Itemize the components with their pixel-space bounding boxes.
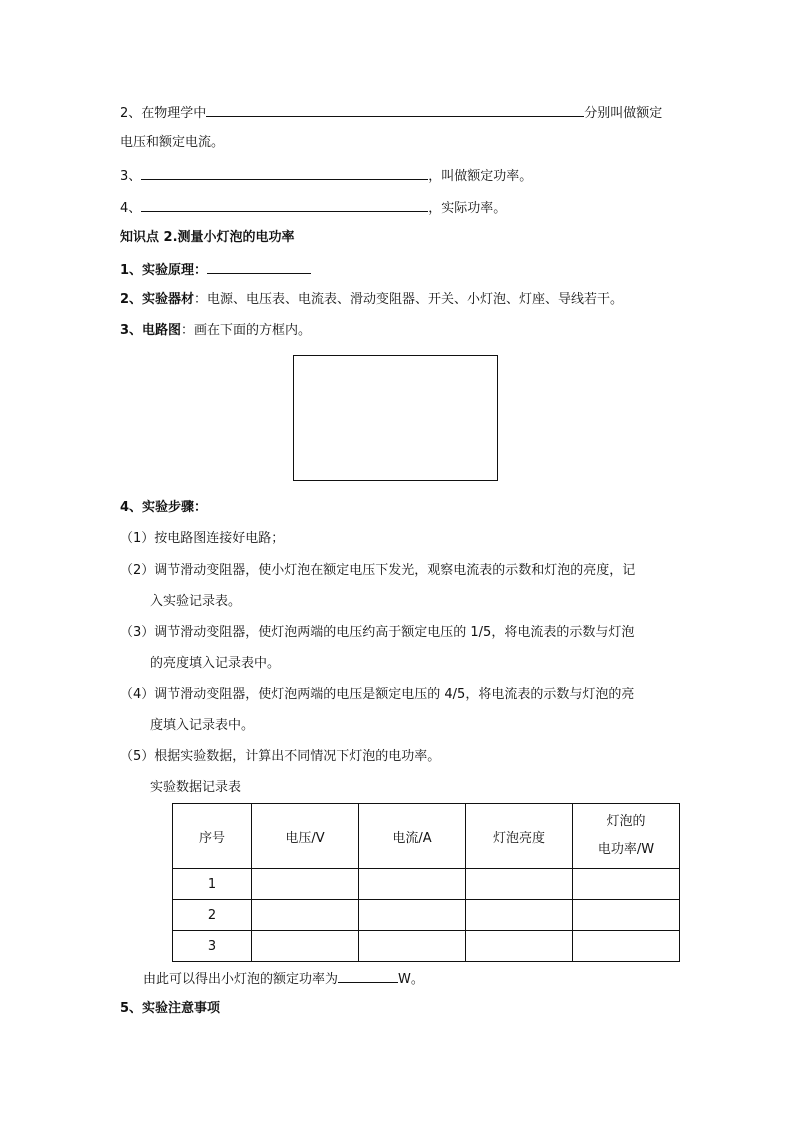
cell-power[interactable] — [573, 869, 680, 900]
step-1: （1）按电路图连接好电路； — [120, 531, 285, 546]
row-index: 3 — [173, 931, 252, 962]
step-4-line-2: 度填入记录表中。 — [150, 718, 255, 733]
q2-blank[interactable] — [206, 102, 584, 117]
cell-brightness[interactable] — [466, 931, 573, 962]
table-row — [173, 931, 680, 962]
step-2-line-2: 入实验记录表。 — [150, 594, 242, 609]
conclusion — [143, 968, 424, 990]
section-3 — [120, 321, 311, 341]
step-3-line-2: 的亮度填入记录表中。 — [150, 656, 281, 671]
step-3-line-1: （3）调节滑动变阻器，使灯泡两端的电压约高于额定电压的 1/5，将电流表的示数与灯泡 — [120, 625, 635, 640]
q2-suffix: 分别叫做额定 — [584, 106, 663, 121]
cell-voltage[interactable] — [252, 900, 359, 931]
question-2 — [120, 102, 662, 124]
table-row — [173, 869, 680, 900]
question-2-continued: 电压和额定电流。 — [120, 135, 225, 150]
cell-power[interactable] — [573, 931, 680, 962]
rated-power-blank[interactable] — [338, 968, 398, 983]
table-caption: 实验数据记录表 — [150, 780, 242, 795]
header-power-line-1: 灯泡的 — [606, 814, 646, 829]
section-3-label: 3、电路图 — [120, 323, 182, 338]
step-5: （5）根据实验数据，计算出不同情况下灯泡的电功率。 — [120, 749, 441, 764]
q4-blank[interactable] — [141, 197, 428, 212]
section-5: 5、实验注意事项 — [120, 1001, 221, 1016]
knowledge-point-2-title: 知识点 2.测量小灯泡的电功率 — [120, 230, 295, 245]
q3-suffix: ，叫做额定功率。 — [428, 169, 533, 184]
data-record-table — [172, 803, 680, 962]
header-voltage: 电压/V — [252, 804, 359, 869]
step-2-line-1: （2）调节滑动变阻器，使小灯泡在额定电压下发光，观察电流表的示数和灯泡的亮度，记 — [120, 563, 636, 578]
section-1 — [120, 259, 311, 281]
header-power — [573, 804, 680, 869]
conclusion-prefix: 由此可以得出小灯泡的额定功率为 — [143, 972, 339, 987]
section-2-text: ：电源、电压表、电流表、滑动变阻器、开关、小灯泡、灯座、导线若干。 — [194, 292, 624, 307]
section-2-label: 2、实验器材 — [120, 292, 195, 307]
row-index: 2 — [173, 900, 252, 931]
cell-current[interactable] — [359, 900, 466, 931]
cell-voltage[interactable] — [252, 869, 359, 900]
cell-current[interactable] — [359, 931, 466, 962]
section-1-label: 1、实验原理： — [120, 263, 208, 278]
header-current: 电流/A — [359, 804, 466, 869]
header-index: 序号 — [173, 804, 252, 869]
section-4: 4、实验步骤： — [120, 500, 208, 515]
table-header-row — [173, 804, 680, 869]
question-4 — [120, 197, 506, 219]
q3-prefix: 3、 — [120, 169, 142, 184]
q4-suffix: ，实际功率。 — [428, 201, 507, 216]
cell-brightness[interactable] — [466, 869, 573, 900]
row-index: 1 — [173, 869, 252, 900]
q4-prefix: 4、 — [120, 201, 142, 216]
principle-blank[interactable] — [207, 259, 311, 274]
cell-voltage[interactable] — [252, 931, 359, 962]
circuit-diagram-box[interactable] — [293, 355, 498, 481]
cell-power[interactable] — [573, 900, 680, 931]
header-brightness: 灯泡亮度 — [466, 804, 573, 869]
table-row — [173, 900, 680, 931]
q3-blank[interactable] — [141, 165, 428, 180]
step-4-line-1: （4）调节滑动变阻器，使灯泡两端的电压是额定电压的 4/5，将电流表的示数与灯泡的亮 — [120, 687, 635, 702]
q2-prefix: 2、在物理学中 — [120, 106, 207, 121]
header-power-line-2: 电功率/W — [597, 842, 655, 857]
cell-current[interactable] — [359, 869, 466, 900]
section-3-text: ：画在下面的方框内。 — [181, 323, 312, 338]
question-3 — [120, 165, 532, 187]
cell-brightness[interactable] — [466, 900, 573, 931]
section-2 — [120, 290, 623, 310]
conclusion-suffix: W。 — [398, 972, 424, 987]
